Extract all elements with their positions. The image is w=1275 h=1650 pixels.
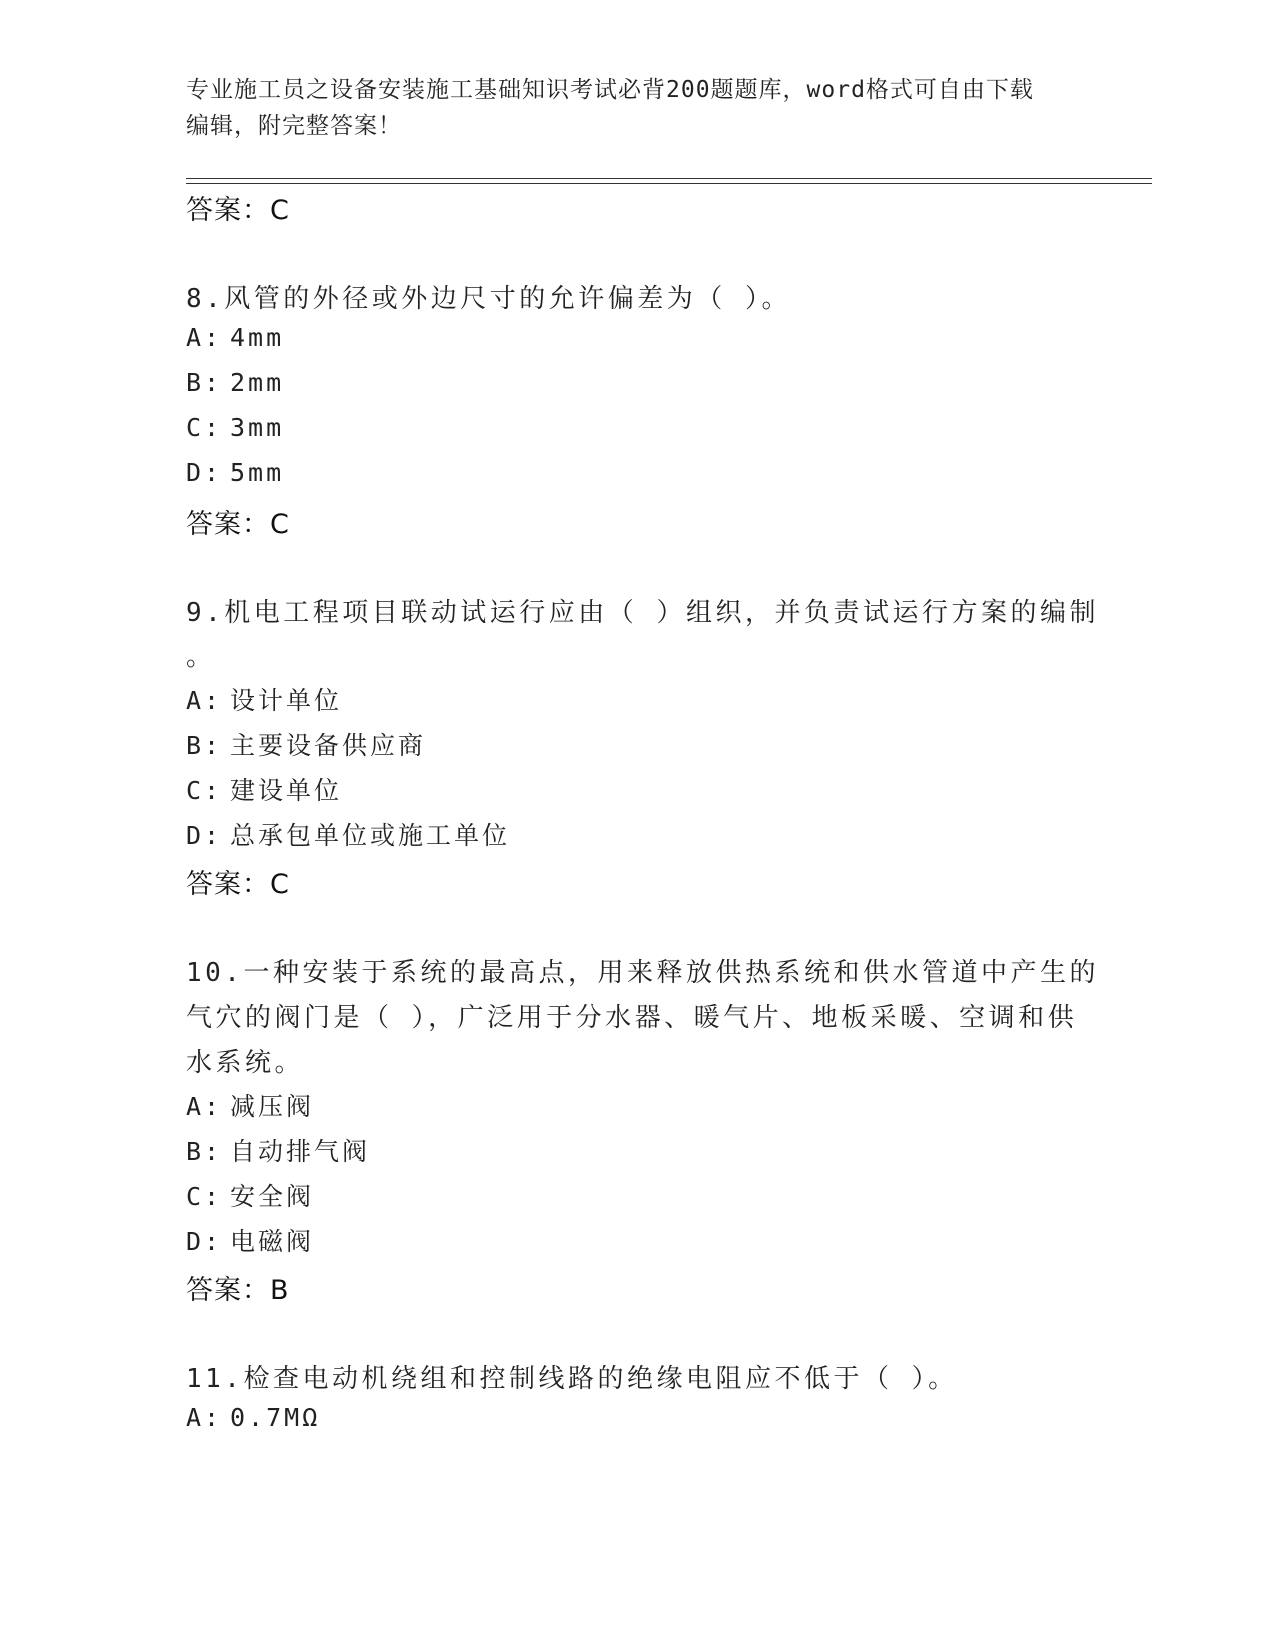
- question-8-option-d: [186, 458, 284, 487]
- option-text: 自动排气阀: [230, 1137, 371, 1166]
- document-header: [186, 72, 1086, 144]
- option-text: 电磁阀: [230, 1227, 315, 1256]
- question-10-text-line-3: 水系统。: [186, 1048, 305, 1078]
- question-9-option-d: [186, 816, 510, 852]
- header-line-1: 专业施工员之设备安装施工基础知识考试必背200题题库，word格式可自由下载: [186, 77, 1034, 103]
- question-9-answer: 答案：C: [186, 869, 290, 900]
- option-label: A:: [186, 1092, 223, 1121]
- option-text: 总承包单位或施工单位: [230, 821, 511, 850]
- option-text: 安全阀: [230, 1182, 315, 1211]
- option-label: C:: [186, 1182, 223, 1211]
- option-text: 建设单位: [230, 776, 343, 805]
- option-text: 主要设备供应商: [230, 731, 427, 760]
- option-label: D:: [186, 458, 223, 487]
- option-label: A:: [186, 686, 223, 715]
- question-9-option-b: [186, 726, 426, 762]
- header-line-2: 编辑，附完整答案！: [186, 113, 402, 139]
- question-11-text: 11.检查电动机绕组和控制线路的绝缘电阻应不低于（ ）。: [186, 1364, 958, 1394]
- question-8-option-c: [186, 413, 284, 442]
- question-9-option-a: [186, 681, 342, 717]
- header-divider-top: [186, 178, 1152, 179]
- question-9-text-line-1: 9.机电工程项目联动试运行应由（ ）组织，并负责试运行方案的编制: [186, 598, 1099, 628]
- answer-line: 答案：C: [186, 195, 290, 226]
- option-text: 2mm: [230, 368, 285, 397]
- question-9-text-line-2: 。: [186, 642, 216, 672]
- option-label: A:: [186, 1403, 223, 1432]
- question-10-text-line-1: 10.一种安装于系统的最高点，用来释放供热系统和供水管道中产生的: [186, 958, 1099, 988]
- option-text: 减压阀: [230, 1092, 315, 1121]
- option-label: D:: [186, 1227, 223, 1256]
- question-10-answer: 答案：B: [186, 1275, 290, 1306]
- option-label: C:: [186, 776, 223, 805]
- option-label: B:: [186, 368, 223, 397]
- question-8-answer: 答案：C: [186, 509, 290, 540]
- option-label: D:: [186, 821, 223, 850]
- question-10-text-line-2: 气穴的阀门是（ ），广泛用于分水器、暖气片、地板采暖、空调和供: [186, 1003, 1078, 1033]
- option-text: 3mm: [230, 413, 285, 442]
- option-label: C:: [186, 413, 223, 442]
- question-11-option-a: [186, 1403, 320, 1432]
- question-10-option-b: [186, 1132, 370, 1168]
- header-divider-bottom: [186, 183, 1152, 184]
- question-9-option-c: [186, 771, 342, 807]
- question-8-option-b: [186, 368, 284, 397]
- option-text: 4mm: [230, 323, 285, 352]
- option-label: B:: [186, 1137, 223, 1166]
- option-text: 0.7MΩ: [230, 1403, 321, 1432]
- question-8-text: 8.风管的外径或外边尺寸的允许偏差为（ ）。: [186, 284, 791, 314]
- option-label: B:: [186, 731, 223, 760]
- option-text: 5mm: [230, 458, 285, 487]
- question-8-option-a: [186, 323, 284, 352]
- question-10-option-c: [186, 1177, 314, 1213]
- option-text: 设计单位: [230, 686, 343, 715]
- question-10-option-a: [186, 1087, 314, 1123]
- question-10-option-d: [186, 1222, 314, 1258]
- option-label: A:: [186, 323, 223, 352]
